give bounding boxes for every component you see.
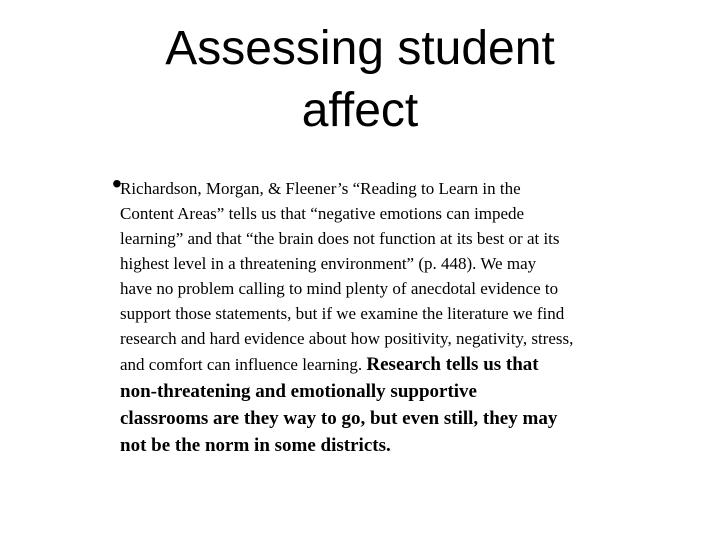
body-line: learning” and that “the brain does not function at its best or at its — [120, 229, 560, 248]
emphasis-line: not be the norm in some districts. — [120, 435, 391, 456]
body-line: highest level in a threatening environment” (p. 448). We may — [120, 254, 537, 273]
title-line: affect — [301, 84, 419, 137]
emphasis-line: non-threatening and emotionally supportive — [120, 381, 477, 402]
body-line: Richardson, Morgan, & Fleener’s “Reading to Learn in the — [120, 179, 521, 198]
mixed-line — [120, 351, 650, 378]
body-line: have no problem calling to mind plenty of anecdotal evidence to — [120, 279, 559, 298]
bullet-paragraph — [120, 176, 650, 459]
body-line: Content Areas” tells us that “negative emotions can impede — [120, 204, 525, 223]
title-line: Assessing student — [165, 22, 555, 75]
bullet-icon: • — [112, 168, 122, 199]
body-text-normal: and comfort can influence learning. — [120, 355, 367, 374]
emphasis-text: Research tells us that — [366, 354, 539, 375]
slide-title — [60, 18, 660, 142]
emphasis-line: classrooms are they way to go, but even still, they may — [120, 408, 558, 429]
body-line: research and hard evidence about how positivity, negativity, stress, — [120, 329, 574, 348]
body-line: support those statements, but if we examine the literature we find — [120, 304, 565, 323]
